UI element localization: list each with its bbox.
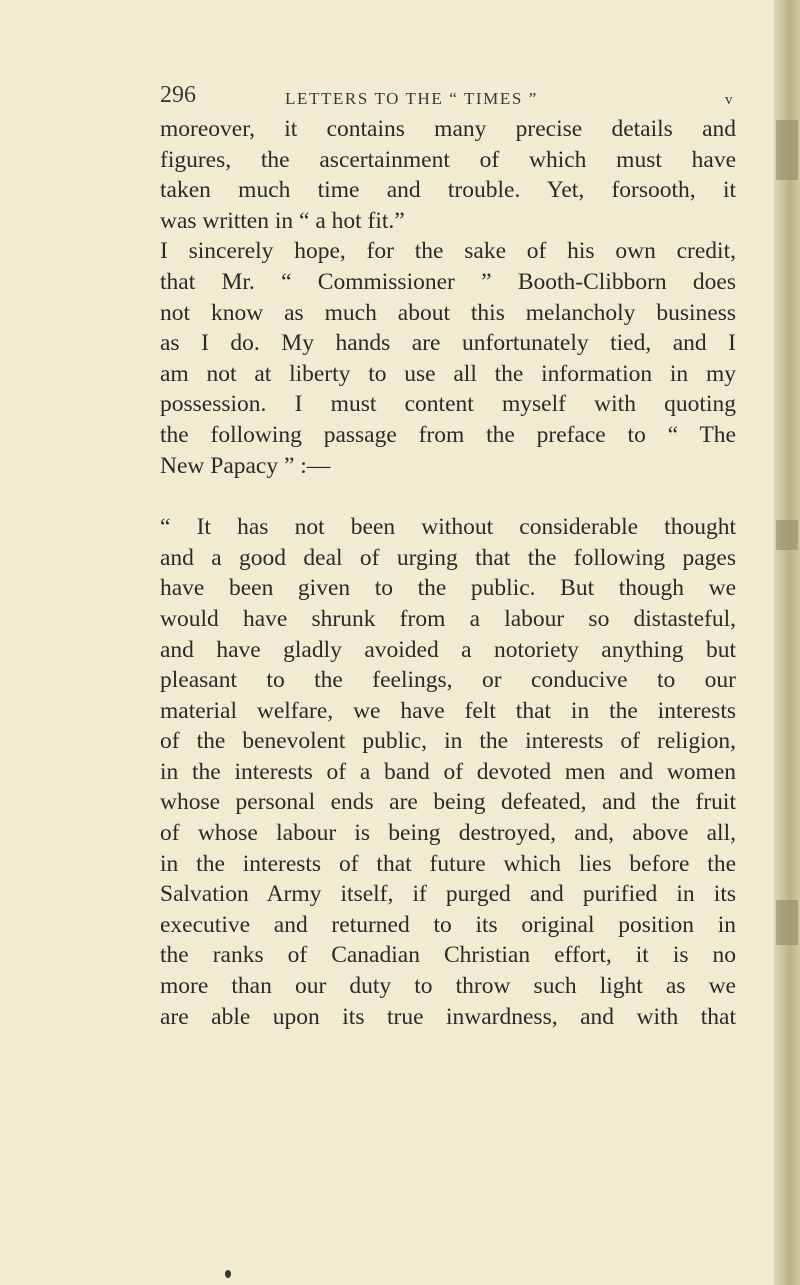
text-line: and have gladly avoided a notoriety anything but <box>160 636 736 663</box>
paragraph-1 <box>160 114 736 236</box>
page-header <box>160 82 734 114</box>
text-line: of the benevolent public, in the interests of religion, <box>160 728 736 755</box>
page-number: 296 <box>160 82 196 108</box>
text-line: whose personal ends are being defeated, and the fruit <box>160 789 736 816</box>
text-line: taken much time and trouble. Yet, forsooth, it <box>160 177 736 204</box>
text-line: executive and returned to its original position in <box>160 911 736 938</box>
text-line: as I do. My hands are unfortunately tied, and I <box>160 330 736 357</box>
text-line: material welfare, we have felt that in the interests <box>160 697 736 724</box>
text-line: am not at liberty to use all the information in my <box>160 360 736 387</box>
text-line: Salvation Army itself, if purged and purified in its <box>160 881 736 908</box>
paragraph-2 <box>160 236 736 481</box>
text-line: possession. I must content myself with quoting <box>160 391 736 418</box>
text-line: moreover, it contains many precise details and <box>160 116 736 142</box>
text-line: pleasant to the feelings, or conducive to our <box>160 667 736 694</box>
text-line: not know as much about this melancholy business <box>160 299 736 326</box>
text-line: would have shrunk from a labour so distasteful, <box>160 605 736 632</box>
body-text <box>160 114 736 1032</box>
signature-mark: v <box>725 92 734 108</box>
text-line: “ It has not been without considerable thought <box>160 514 736 541</box>
text-line: are able upon its true inwardness, and with that <box>160 1003 736 1030</box>
edge-stain <box>776 520 798 550</box>
text-line: and a good deal of urging that the following pages <box>160 544 736 571</box>
page-edge-shadow <box>774 0 800 1285</box>
text-line: the ranks of Canadian Christian effort, it is no <box>160 942 736 969</box>
paragraph-3-quotation <box>160 512 736 1032</box>
ink-speck <box>225 1270 231 1278</box>
text-line: was written in “ a hot fit.” <box>160 207 405 234</box>
running-title: LETTERS TO THE “ TIMES ” <box>285 89 538 108</box>
text-line: that Mr. “ Commissioner ” Booth-Clibborn does <box>160 268 736 295</box>
text-line: in the interests of a band of devoted men and women <box>160 758 736 785</box>
text-line: more than our duty to throw such light as we <box>160 973 736 1000</box>
text-line: of whose labour is being destroyed, and, above all, <box>160 820 736 847</box>
paragraph-gap <box>160 481 736 512</box>
edge-stain <box>776 900 798 945</box>
text-line: figures, the ascertainment of which must have <box>160 146 736 173</box>
text-line: in the interests of that future which lies before the <box>160 850 736 877</box>
text-line: New Papacy ” :— <box>160 452 331 479</box>
text-line: the following passage from the preface to “ The <box>160 421 736 448</box>
edge-stain <box>776 120 798 180</box>
text-line: I sincerely hope, for the sake of his own credit, <box>160 238 736 265</box>
text-line: have been given to the public. But though we <box>160 575 736 602</box>
